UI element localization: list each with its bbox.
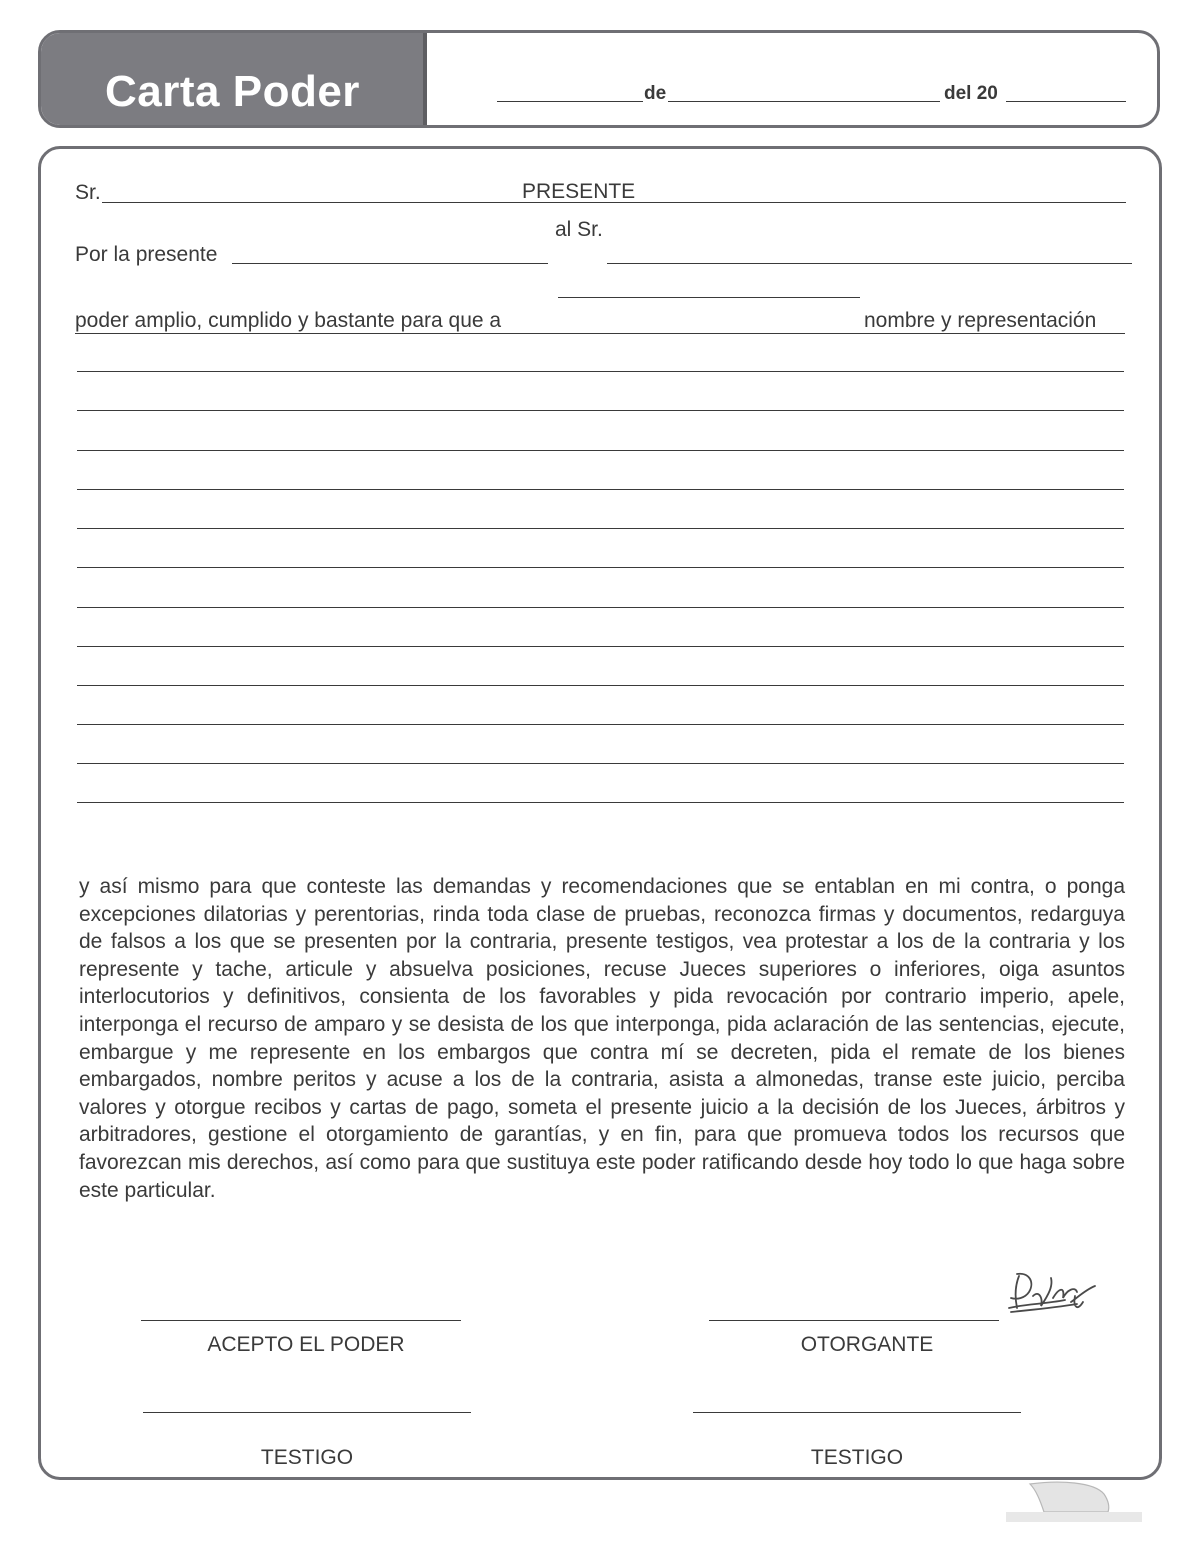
year-field[interactable] (1006, 101, 1126, 102)
blank-line[interactable] (77, 685, 1124, 686)
del-label: del 20 (944, 83, 998, 104)
blank-line[interactable] (77, 724, 1124, 725)
por-la-presente-label: Por la presente (75, 243, 218, 266)
document-title: Carta Poder (105, 67, 360, 116)
testigo-right-signature-line[interactable] (693, 1412, 1021, 1413)
header-box (38, 30, 1160, 128)
poder-extra-field[interactable] (558, 297, 860, 298)
poder-name-field[interactable] (75, 333, 1125, 334)
sr-label: Sr. (75, 181, 101, 204)
acepto-signature-line[interactable] (141, 1320, 461, 1321)
otorgante-signature-line[interactable] (709, 1320, 999, 1321)
day-field[interactable] (497, 101, 643, 102)
blank-line[interactable] (77, 646, 1124, 647)
title-block (41, 33, 427, 125)
blank-line[interactable] (77, 410, 1124, 411)
legal-paragraph: y así mismo para que conteste las demandas y recomendaciones que se entablan en mi contra, o ponga excepciones dilatorias y perentorias, rinda toda clase de pruebas, reconozca firmas y documentos, redarguya de falsos a los que se presenten por la contraria, presente testigos, vea protestar a los de la contraria y los represente y tache, articule y absuelva posiciones, recuse Jueces superiores o inferiores, oiga asuntos interlocutorios y definitivos, consienta de los favorables y pida revocación por contrario imperio, apele, interponga el recurso de amparo y se desista de los que interponga, pida aclaración de las sentencias, ejecute, embargue y me represente en los embargos que contra mí se decreten, pida el remate de los bienes embargados, nombre peritos y acuse a los de la contraria, asista a almonedas, transe este juicio, perciba valores y otorgue recibos y cartas de pago, someta el presente juicio a la decisión de los Jueces, árbitros y arbitradores, gestione el otorgamiento de garantías, y en fin, para que promueva todos los recursos que favorezcan mis derechos, así como para que sustituya este poder ratificando desde hoy todo lo que haga sobre este particular. (79, 875, 1125, 1202)
body-box (38, 146, 1162, 1480)
apoderado-name-field[interactable] (607, 263, 1132, 264)
testigo-left-signature-line[interactable] (143, 1412, 471, 1413)
blank-line[interactable] (77, 528, 1124, 529)
blank-line[interactable] (77, 802, 1124, 803)
blank-line[interactable] (77, 450, 1124, 451)
poder-amplio-label: poder amplio, cumplido y bastante para que a (75, 309, 502, 332)
watermark-logo-icon (1004, 1480, 1144, 1524)
presente-label: PRESENTE (522, 180, 636, 203)
blank-line[interactable] (77, 371, 1124, 372)
blank-line[interactable] (77, 607, 1124, 608)
blank-line[interactable] (77, 763, 1124, 764)
al-sr-label: al Sr. (555, 218, 603, 241)
acepto-label: ACEPTO EL PODER (207, 1333, 405, 1356)
otorgante-name-field[interactable] (232, 263, 548, 264)
testigo-right-label: TESTIGO (810, 1446, 904, 1469)
nombre-representacion-label: nombre y representación (864, 309, 1097, 332)
testigo-left-label: TESTIGO (260, 1446, 354, 1469)
otorgante-label: OTORGANTE (800, 1333, 934, 1356)
blank-line[interactable] (77, 567, 1124, 568)
de-label: de (644, 83, 667, 104)
blank-line[interactable] (77, 489, 1124, 490)
signature-icon (1005, 1268, 1101, 1320)
month-field[interactable] (668, 101, 940, 102)
